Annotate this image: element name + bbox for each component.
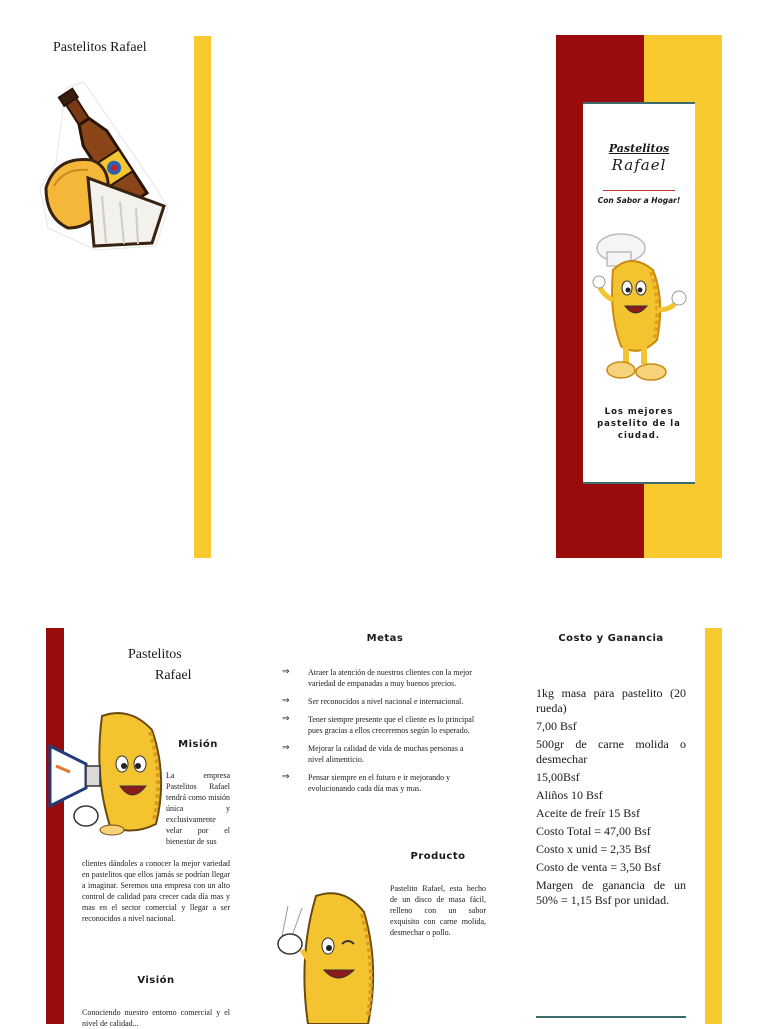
beer-pastry-sticker-icon [36,78,176,258]
arrow-right-icon: ⇒ [282,742,290,752]
brand-line2: Rafael [155,668,192,683]
metas-list [282,667,478,801]
megaphone-pastry-mascot-icon [46,706,170,836]
meta-item [282,667,478,689]
mision-heading: Misión [178,739,218,750]
cost-line: 500gr de carne molida o desmechar [536,737,686,766]
yellow-stripe-top-left [194,36,211,558]
meta-item [282,696,478,707]
cost-line: 1kg masa para pastelito (20 rueda) [536,686,686,715]
producto-heading: Producto [410,851,466,862]
meta-item-text: Pensar siempre en el futuro e ir mejorando y evolucionando cada día mas y mas. [308,773,451,793]
brand-line1: Pastelitos [128,647,182,662]
meta-item-text: Tener siempre presente que el cliente es lo principal pues gracias a ellos creceremos según lo esperado. [308,715,475,735]
yellow-stripe-bottom-right [705,628,722,1024]
chef-pastry-mascot-icon [591,230,691,390]
cover-tagline: Los mejores pastelito de la ciudad. [597,407,681,441]
cover-slogan: Con Sabor a Hogar! [597,196,681,205]
meta-item [282,714,478,736]
arrow-right-icon: ⇒ [282,695,290,705]
cover-title-line2: Rafael [611,156,667,174]
producto-text: Pastelito Rafael, esta hecho de un disco de masa fácil, relleno con un sabor exquisito con carne molida, desmechar o pollo. [390,884,486,937]
arrow-right-icon: ⇒ [282,713,290,723]
cover-divider [603,190,675,191]
bottom-divider-line [536,1016,686,1018]
meta-item [282,772,478,794]
mision-text-full: clientes dándoles a conocer la mejor variedad en pastelitos que ellos jamás se podrían llegar a imaginar. Seremos una empresa con un alto control de calidad para crecer cada día mas y mas en el sector comercial y llegar a ser reconocidos a nivel nacional. [82,859,230,923]
arrow-right-icon: ⇒ [282,771,290,781]
peace-sign-pastry-mascot-icon [268,886,388,1024]
cost-line: Aliños 10 Bsf [536,788,603,802]
cost-line: Aceite de freír 15 Bsf [536,806,640,820]
cost-line: 15,00Bsf [536,770,580,784]
cost-line: Costo x unid = 2,35 Bsf [536,842,651,856]
cost-line: Costo Total = 47,00 Bsf [536,824,651,838]
cost-line: Margen de ganancia de un 50% = 1,15 Bsf por unidad. [536,878,686,907]
vision-text: Conociendo nuestro entorno comercial y el nivel de calidad... [82,1008,230,1028]
brand-top-left: Pastelitos Rafael [53,40,147,55]
cost-line: Costo de venta = 3,50 Bsf [536,860,661,874]
cover-card [583,102,695,484]
arrow-right-icon: ⇒ [282,666,290,676]
cover-title-line1: Pastelitos [608,142,670,155]
meta-item-text: Mejorar la calidad de vida de muchas personas a nivel alimenticio. [308,744,464,764]
vision-heading: Visión [137,975,175,986]
costos-list [536,686,686,911]
meta-item [282,743,478,765]
meta-item-text: Ser reconocidos a nivel nacional e internacional. [308,697,464,706]
mision-text-column: La empresa Pastelitos Rafael tendrá como misión única y exclusivamente velar por el bienestar de sus [166,771,230,846]
costos-heading: Costo y Ganancia [558,633,664,644]
cost-line: 7,00 Bsf [536,719,577,733]
meta-item-text: Atraer la atención de nuestros clientes con la mejor variedad de empanadas a muy buenos precios. [308,668,472,688]
metas-heading: Metas [366,633,404,644]
